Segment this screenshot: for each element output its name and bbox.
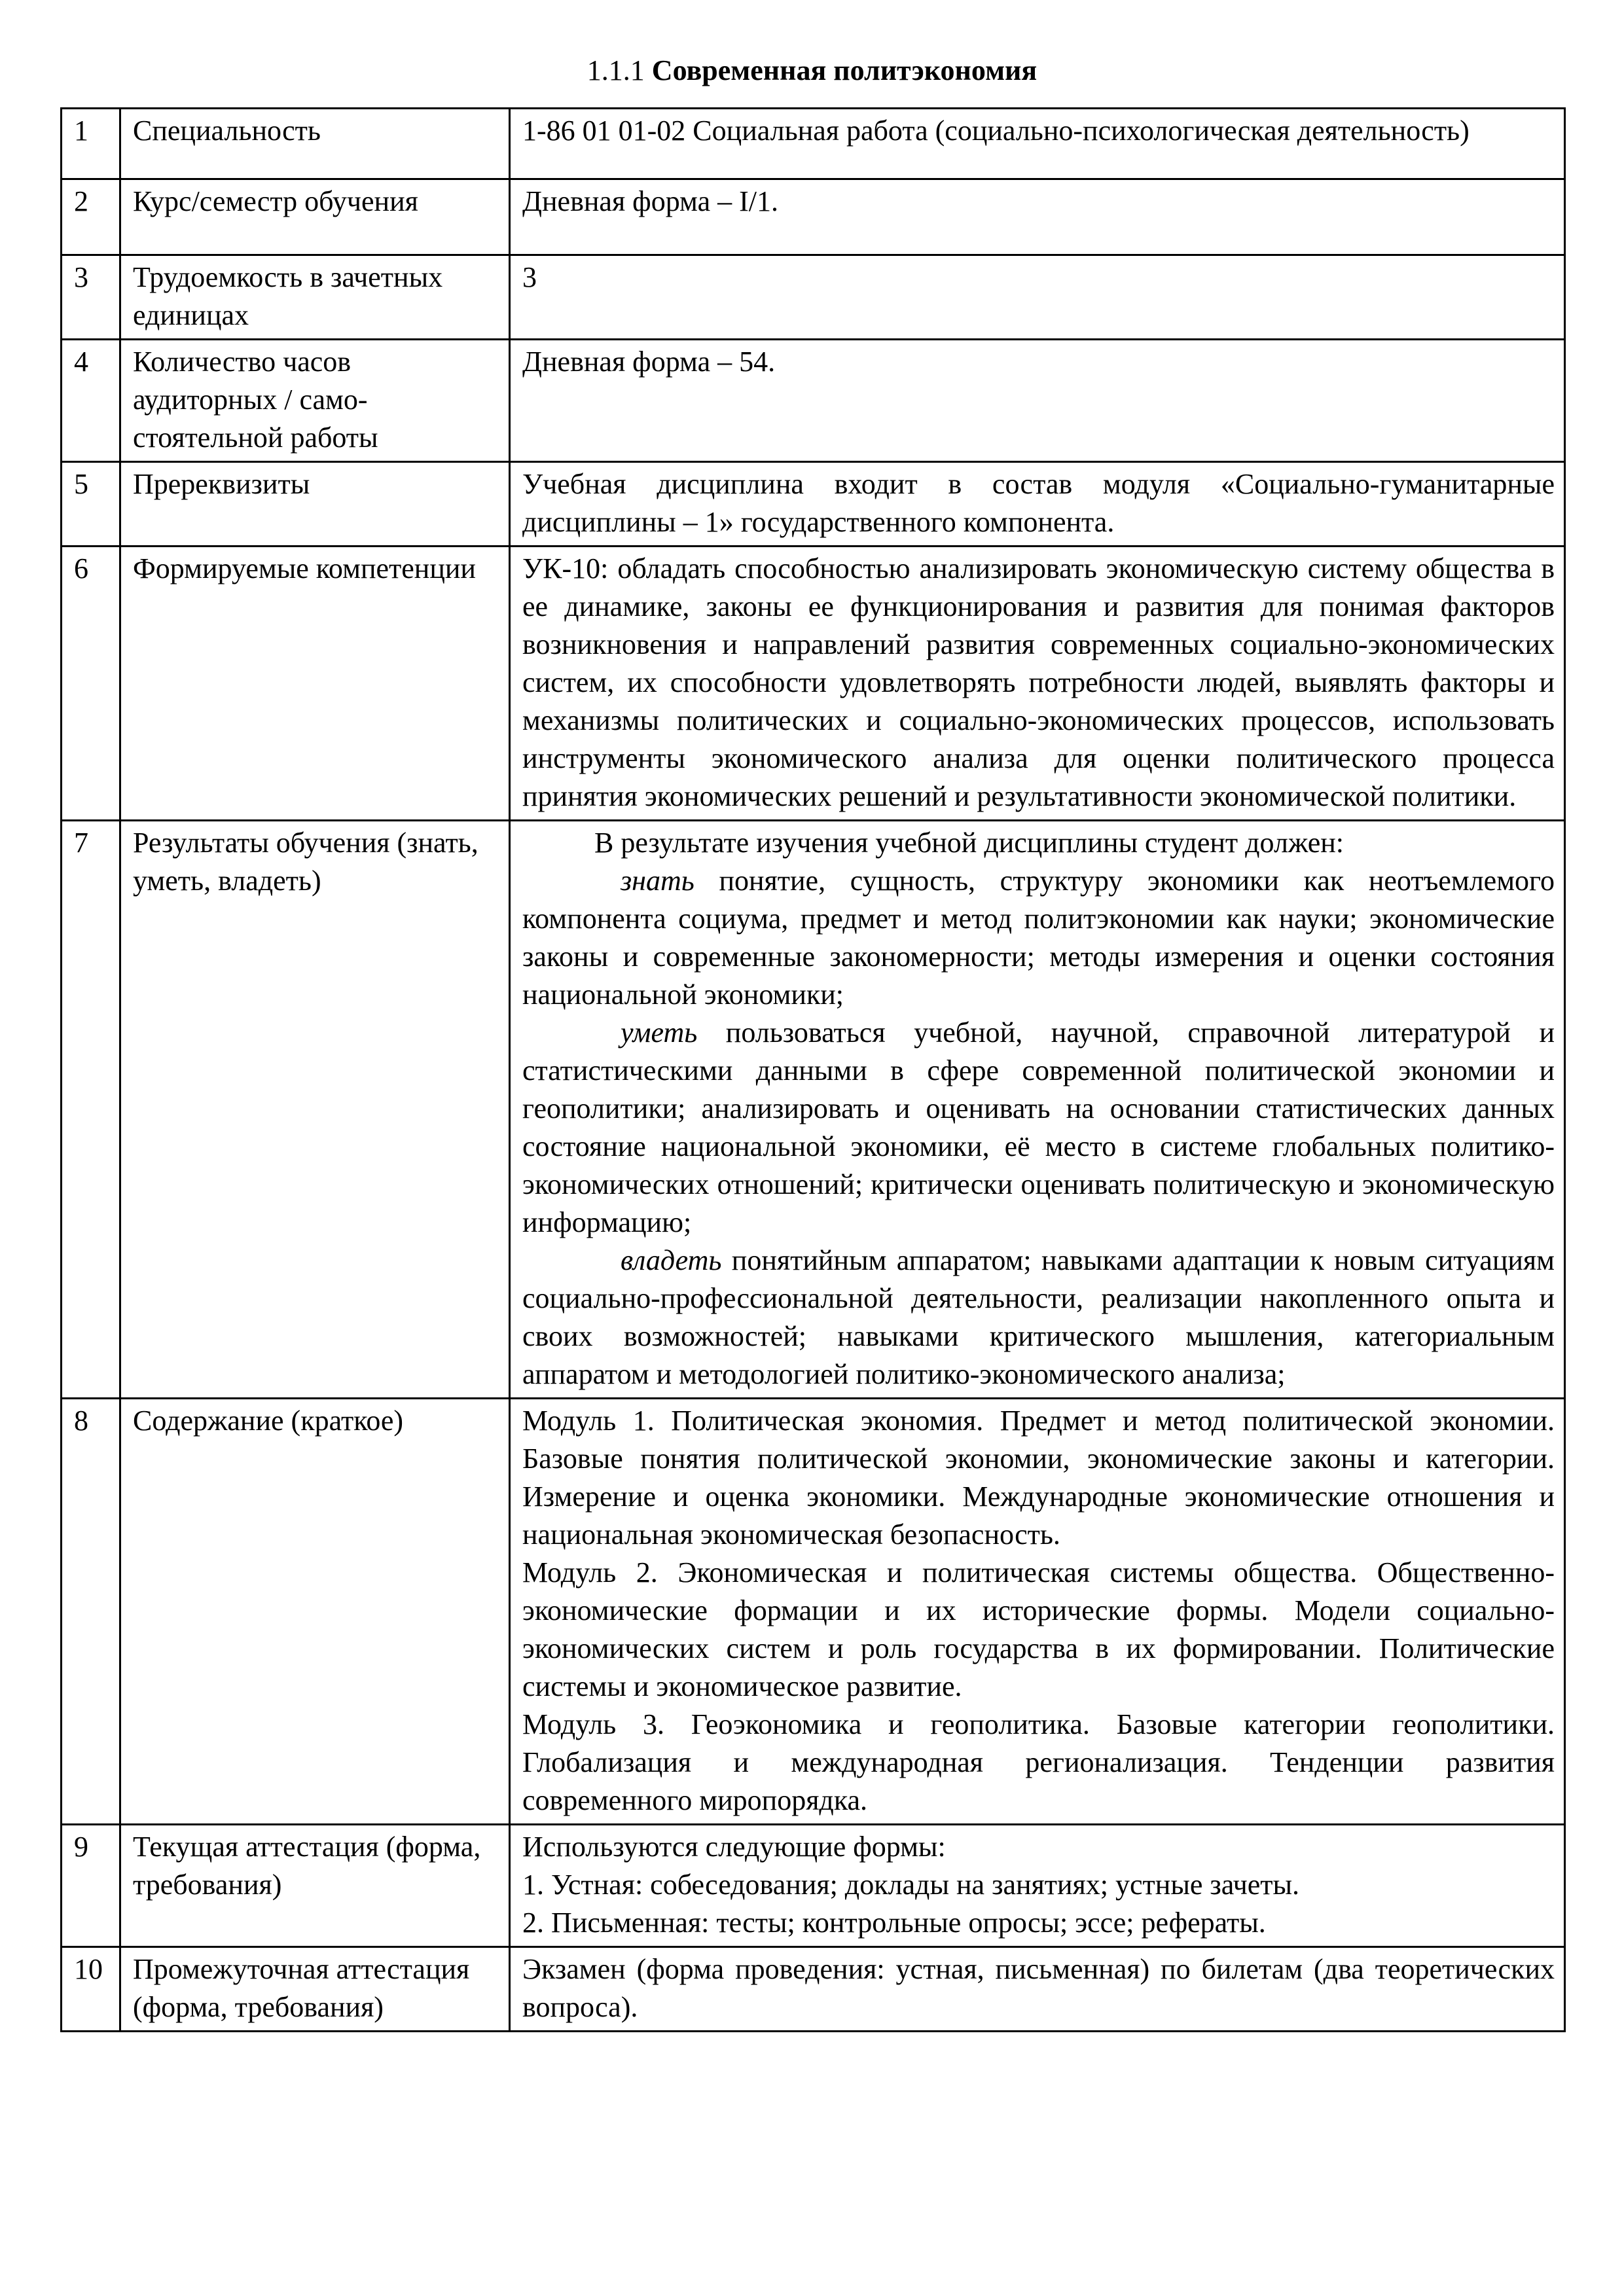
row-label: Трудоемкость в зачетных единицах [120,255,510,340]
row-label: Формируемые компетенции [120,547,510,821]
row-number: 3 [62,255,120,340]
row-number: 1 [62,109,120,179]
row-label: Содержание (краткое) [120,1399,510,1825]
content-modules [510,1399,1565,1825]
outcome-can [522,1014,1555,1242]
table-row [62,462,1565,547]
row-number: 4 [62,340,120,462]
row-label: Промежуточная аттестация (форма, требования) [120,1947,510,2032]
outcomes-intro: В результате изучения учебной дисциплины студент должен: [594,827,1344,859]
row-number: 6 [62,547,120,821]
row-number: 7 [62,821,120,1399]
row-label: Курс/семестр обучения [120,179,510,255]
learning-outcomes [510,821,1565,1399]
table-row [62,109,1565,179]
discipline-table [60,107,1566,2032]
outcome-know [522,862,1555,1014]
table-row [62,340,1565,462]
can-label: уметь [621,1016,698,1049]
row-number: 2 [62,179,120,255]
section-number: 1.1.1 [586,54,645,86]
assessment-line: 1. Устная: собеседования; доклады на занятиях; устные зачеты. [522,1869,1300,1901]
outcome-own [522,1242,1555,1393]
row-label: Пререквизиты [120,462,510,547]
row-label: Количество часов аудиторных / само-стоятельной работы [120,340,510,462]
table-row [62,255,1565,340]
table-row [62,547,1565,821]
table-row [62,1399,1565,1825]
row-number: 10 [62,1947,120,2032]
table-row [62,1825,1565,1947]
section-title: Современная политэкономия [651,54,1038,86]
row-number: 8 [62,1399,120,1825]
row-value: 1-86 01 01-02 Социальная работа (социально-психологическая деятельность) [510,109,1565,179]
table-row [62,1947,1565,2032]
row-value: УК-10: обладать способностью анализировать экономическую систему общества в ее динамике, законы ее функционирования и развития для понимая факторов возникновения и направлений развития современных социально-экономических систем, их способности удовлетворять потребности людей, выявлять факторы и механизмы политических и социально-экономических процессов, использовать инструменты экономического анализа для оценки политического процесса принятия экономических решений и результативности экономической политики. [510,547,1565,821]
row-label: Результаты обучения (знать, уметь, владеть) [120,821,510,1399]
module-3: Модуль 3. Геоэкономика и геополитика. Базовые категории геополитики. Глобализация и международная регионализация. Тенденции развития современного миропорядка. [522,1708,1555,1816]
module-2: Модуль 2. Экономическая и политическая системы общества. Общественно-экономические формации и их исторические формы. Модели социально-экономических систем и роль государства в их формировании. Политические системы и экономическое развитие. [522,1556,1555,1702]
row-number: 9 [62,1825,120,1947]
assessment-line: 2. Письменная: тесты; контрольные опросы; эссе; рефераты. [522,1907,1266,1939]
assessment-line: Используются следующие формы: [522,1831,946,1863]
table-row [62,179,1565,255]
row-value: 3 [510,255,1565,340]
table-row [62,821,1565,1399]
row-value: Дневная форма – I/1. [510,179,1565,255]
row-value: Дневная форма – 54. [510,340,1565,462]
row-label: Специальность [120,109,510,179]
page-title [0,51,1624,90]
can-text: пользоваться учебной, научной, справочной литературой и статистическими данными в сфере современной политической экономии и геополитики; анализировать и оценивать на основании статистических данных состояние национальной экономики, её место в системе глобальных политико-экономических отношений; критически оценивать политическую и экономическую информацию; [522,1016,1555,1238]
own-label: владеть [621,1244,722,1276]
row-number: 5 [62,462,120,547]
know-text: понятие, сущность, структуру экономики как неотъемлемого компонента социума, предмет и метод политэкономии как науки; экономические законы и современные закономерности; методы измерения и оценки состояния национальной экономики; [522,865,1555,1011]
assessment-forms [510,1825,1565,1947]
row-value: Учебная дисциплина входит в состав модуля «Социально-гуманитарные дисциплины – 1» государственного компонента. [510,462,1565,547]
own-text: понятийным аппаратом; навыками адаптации к новым ситуациям социально-профессиональной деятельности, реализации накопленного опыта и своих возможностей; навыками критического мышления, категориальным аппаратом и методологией политико-экономического анализа; [522,1244,1555,1390]
row-label: Текущая аттестация (форма, требования) [120,1825,510,1947]
module-1: Модуль 1. Политическая экономия. Предмет и метод политической экономии. Базовые понятия политической экономии, экономические законы и категории. Измерение и оценка экономики. Международные экономические отношения и национальная экономическая безопасность. [522,1405,1555,1551]
row-value: Экзамен (форма проведения: устная, письменная) по билетам (два теоретических вопроса). [510,1947,1565,2032]
know-label: знать [621,865,695,897]
